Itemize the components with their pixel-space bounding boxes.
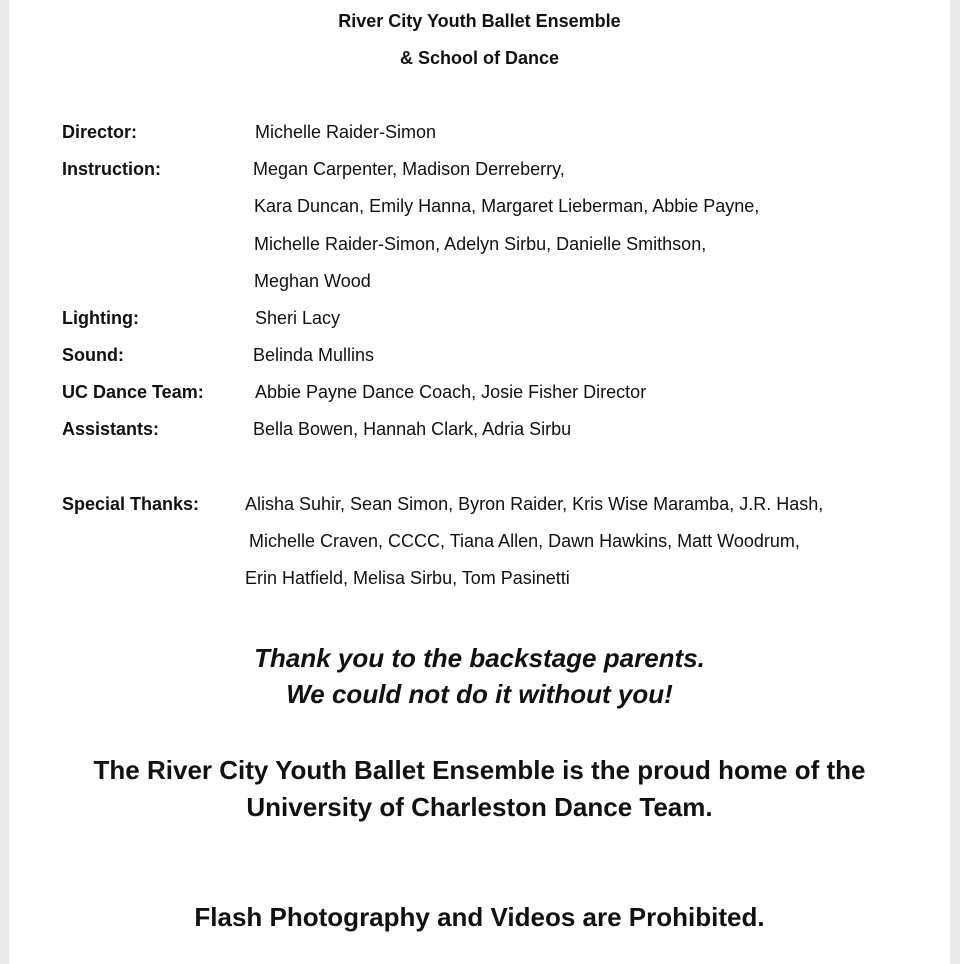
home-statement-line: The River City Youth Ballet Ensemble is the proud home of the <box>93 755 866 785</box>
thanks-line: Thank you to the backstage parents. <box>254 643 705 673</box>
credit-row-instruction-cont <box>9 271 950 295</box>
credit-label: UC Dance Team: <box>62 382 204 402</box>
credit-row-director <box>9 122 950 146</box>
credit-row-sound <box>9 345 950 369</box>
credit-value: Megan Carpenter, Madison Derreberry, <box>253 159 565 179</box>
credit-value: Bella Bowen, Hannah Clark, Adria Sirbu <box>253 419 572 439</box>
credit-value: Belinda Mullins <box>253 345 375 365</box>
credit-value: Michelle Craven, CCCC, Tiana Allen, Dawn Hawkins, Matt Woodrum, <box>249 531 800 551</box>
credit-value: Meghan Wood <box>254 271 371 291</box>
program-page <box>9 0 950 964</box>
credit-row-special-thanks-cont <box>9 568 950 592</box>
credit-value: Michelle Raider-Simon <box>255 122 437 142</box>
credit-row-uc-dance-team <box>9 382 950 406</box>
credit-value: Erin Hatfield, Melisa Sirbu, Tom Pasinetti <box>245 568 570 588</box>
credit-value: Alisha Suhir, Sean Simon, Byron Raider, Kris Wise Maramba, J.R. Hash, <box>245 494 824 514</box>
photography-notice: Flash Photography and Videos are Prohibited. <box>194 902 765 932</box>
ensemble-title: River City Youth Ballet Ensemble <box>338 11 621 31</box>
credit-row-instruction-cont <box>9 234 950 258</box>
credit-label: Instruction: <box>62 159 161 179</box>
credit-row-special-thanks <box>9 494 950 518</box>
school-subtitle: & School of Dance <box>399 48 560 68</box>
credit-value: Sheri Lacy <box>255 308 341 328</box>
credit-value: Michelle Raider-Simon, Adelyn Sirbu, Danielle Smithson, <box>254 234 707 254</box>
credit-row-instruction <box>9 159 950 183</box>
credit-row-lighting <box>9 308 950 332</box>
credit-label: Lighting: <box>62 308 139 328</box>
credit-label: Director: <box>62 122 138 142</box>
credit-value: Kara Duncan, Emily Hanna, Margaret Lieberman, Abbie Payne, <box>254 196 760 216</box>
credit-row-special-thanks-cont <box>9 531 950 555</box>
credit-value: Abbie Payne Dance Coach, Josie Fisher Director <box>255 382 647 402</box>
credit-label: Special Thanks: <box>62 494 200 514</box>
credit-label: Sound: <box>62 345 124 365</box>
home-statement-line: University of Charleston Dance Team. <box>246 792 713 822</box>
thanks-line: We could not do it without you! <box>286 679 673 709</box>
credit-row-instruction-cont <box>9 196 950 220</box>
credit-row-assistants <box>9 419 950 443</box>
home-statement <box>9 752 950 826</box>
credit-label: Assistants: <box>62 419 160 439</box>
backstage-parents-thanks <box>9 640 950 712</box>
